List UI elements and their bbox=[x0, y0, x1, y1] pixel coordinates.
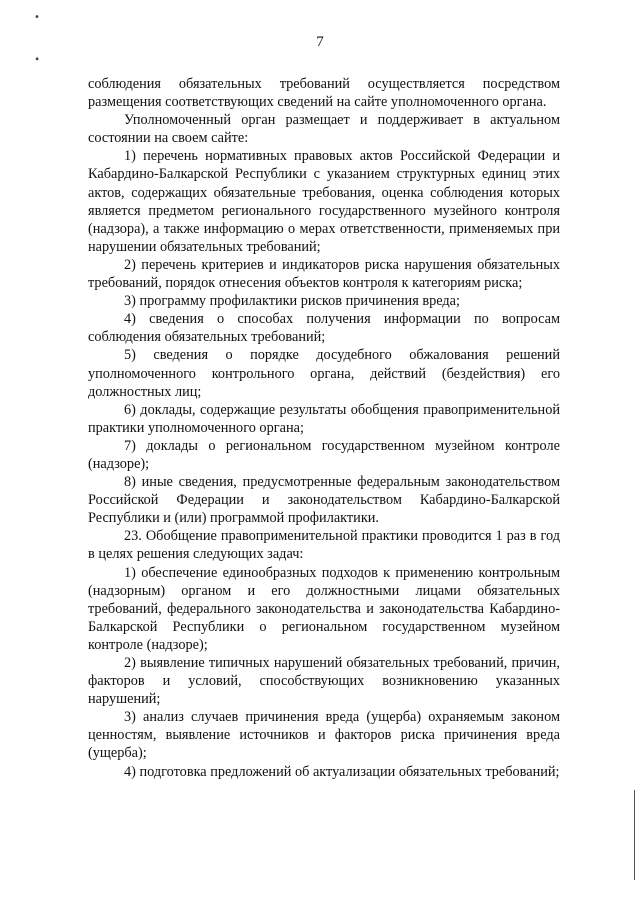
scan-mark-bottom: ∙ bbox=[34, 54, 41, 65]
list-item-8: 8) иные сведения, предусмотренные федеральным законодательством Российской Федерации и законодательством Кабардино-Балкарской Республики и (или) программой профилактики. bbox=[88, 474, 560, 527]
list-item-6: 6) доклады, содержащие результаты обобщения правоприменительной практики уполномоченного органа; bbox=[88, 401, 560, 436]
list-item-5: 5) сведения о порядке досудебного обжалования решений уполномоченного контрольного органа, действий (бездействия) его должностных лиц; bbox=[88, 347, 560, 400]
scan-mark-top: • bbox=[34, 12, 40, 23]
task-item-1: 1) обеспечение единообразных подходов к применению контрольным (надзорным) органом и его должностными лицами обязательных требований, федерального законодательства и законодательства Кабардино-Балкарской Республики о региональном государственном музейном контроле (надзоре); bbox=[88, 564, 560, 653]
paragraph-intro: Уполномоченный орган размещает и поддерживает в актуальном состоянии на своем сайте: bbox=[88, 112, 560, 147]
paragraph-continuation: соблюдения обязательных требований осуществляется посредством размещения соответствующих сведений на сайте уполномоченного органа. bbox=[88, 76, 560, 111]
list-item-2: 2) перечень критериев и индикаторов риска нарушения обязательных требований, порядок отнесения объектов контроля к категориям риска; bbox=[88, 256, 560, 292]
task-item-2: 2) выявление типичных нарушений обязательных требований, причин, факторов и условий, способствующих возникновению указанных нарушений; bbox=[88, 655, 560, 708]
section-23: 23. Обобщение правоприменительной практики проводится 1 раз в год в целях решения следующих задач: bbox=[88, 528, 560, 563]
list-item-7: 7) доклады о региональном государственном музейном контроле (надзоре); bbox=[88, 437, 560, 472]
list-item-1: 1) перечень нормативных правовых актов Российской Федерации и Кабардино-Балкарской Республики с указанием структурных единиц этих актов, содержащих обязательные требования, оценка соблюдения которых является предметом регионального государственного музейного контроля (надзора), а также информацию о мерах ответственности, применяемых при нарушении обязательных требований; bbox=[88, 148, 560, 255]
page-number: 7 bbox=[316, 34, 324, 50]
task-item-3: 3) анализ случаев причинения вреда (ущерба) охраняемым законом ценностям, выявление источников и факторов риска причинения вреда (ущерба); bbox=[88, 709, 560, 762]
task-item-4: 4) подготовка предложений об актуализации обязательных требований; bbox=[124, 763, 560, 780]
list-item-4: 4) сведения о способах получения информации по вопросам соблюдения обязательных требований; bbox=[88, 311, 560, 346]
page-edge-line bbox=[634, 790, 635, 880]
document-body bbox=[88, 75, 560, 781]
list-item-3: 3) программу профилактики рисков причинения вреда; bbox=[124, 293, 461, 310]
